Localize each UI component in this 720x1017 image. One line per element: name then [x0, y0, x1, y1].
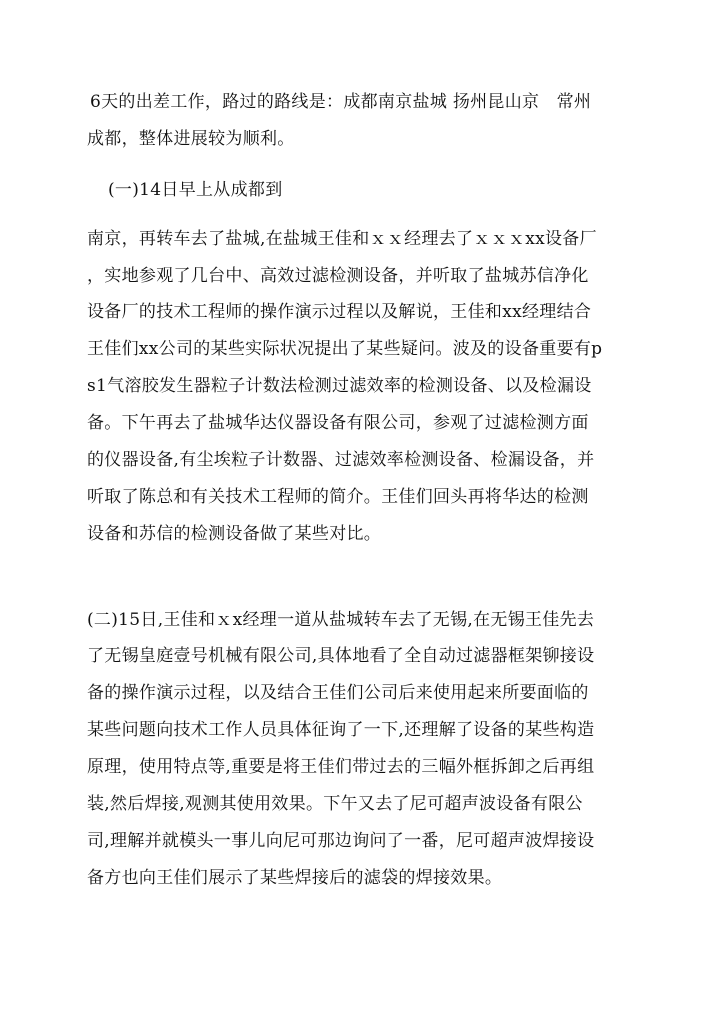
text-line: 备方也向王佳们展示了某些焊接后的滤袋的焊接效果。 — [87, 868, 503, 888]
text-line: 司,理解并就模头一事儿向尼可那边询问了一番，尼可超声波焊接设 — [87, 831, 595, 851]
text-line: 6天的出差工作，路过的路线是：成都南京盐城 扬州昆山京 常州 — [90, 92, 592, 112]
text-line: 原理，使用特点等,重要是将王佳们带过去的三幅外框拆卸之后再组 — [87, 757, 595, 777]
text-line: 的仪器设备,有尘埃粒子计数器、过滤效率检测设备、检漏设备，并 — [87, 450, 595, 470]
text-line: 南京，再转车去了盐城,在盐城王佳和ｘｘ经理去了ｘｘｘxx设备厂 — [87, 229, 597, 249]
text-line: 备的操作演示过程，以及结合王佳们公司后来使用起来所要面临的 — [87, 683, 589, 703]
text-line: 备。下午再去了盐城华达仪器设备有限公司，参观了过滤检测方面 — [87, 413, 589, 433]
text-line: 听取了陈总和有关技术工程师的简介。王佳们回头再将华达的检测 — [87, 487, 589, 507]
text-line: 成都，整体进展较为顺利。 — [87, 129, 295, 149]
text-line: 某些问题向技术工作人员具体征询了一下,还理解了设备的某些构造 — [87, 720, 595, 740]
text-line: 设备厂的技术工程师的操作演示过程以及解说，王佳和xx经理结合 — [87, 302, 592, 322]
text-line: 装,然后焊接,观测其使用效果。下午又去了尼可超声波设备有限公 — [87, 794, 583, 814]
section-heading: (一)14日早上从成都到 — [108, 180, 283, 200]
section-heading: (二)15日,王佳和ｘx经理一道从盐城转车去了无锡,在无锡王佳先去 — [87, 610, 595, 630]
text-line: s1气溶胶发生器粒子计数法检测过滤效率的检测设备、以及检漏设 — [87, 376, 592, 396]
text-line: 设备和苏信的检测设备做了某些对比。 — [87, 524, 382, 544]
text-line: 王佳们xx公司的某些实际状况提出了某些疑问。波及的设备重要有p — [87, 339, 603, 359]
text-line: ，实地参观了几台中、高效过滤检测设备，并听取了盐城苏信净化 — [87, 266, 589, 286]
text-line: 了无锡皇庭壹号机械有限公司,具体地看了全自动过滤器框架铆接设 — [87, 646, 595, 666]
